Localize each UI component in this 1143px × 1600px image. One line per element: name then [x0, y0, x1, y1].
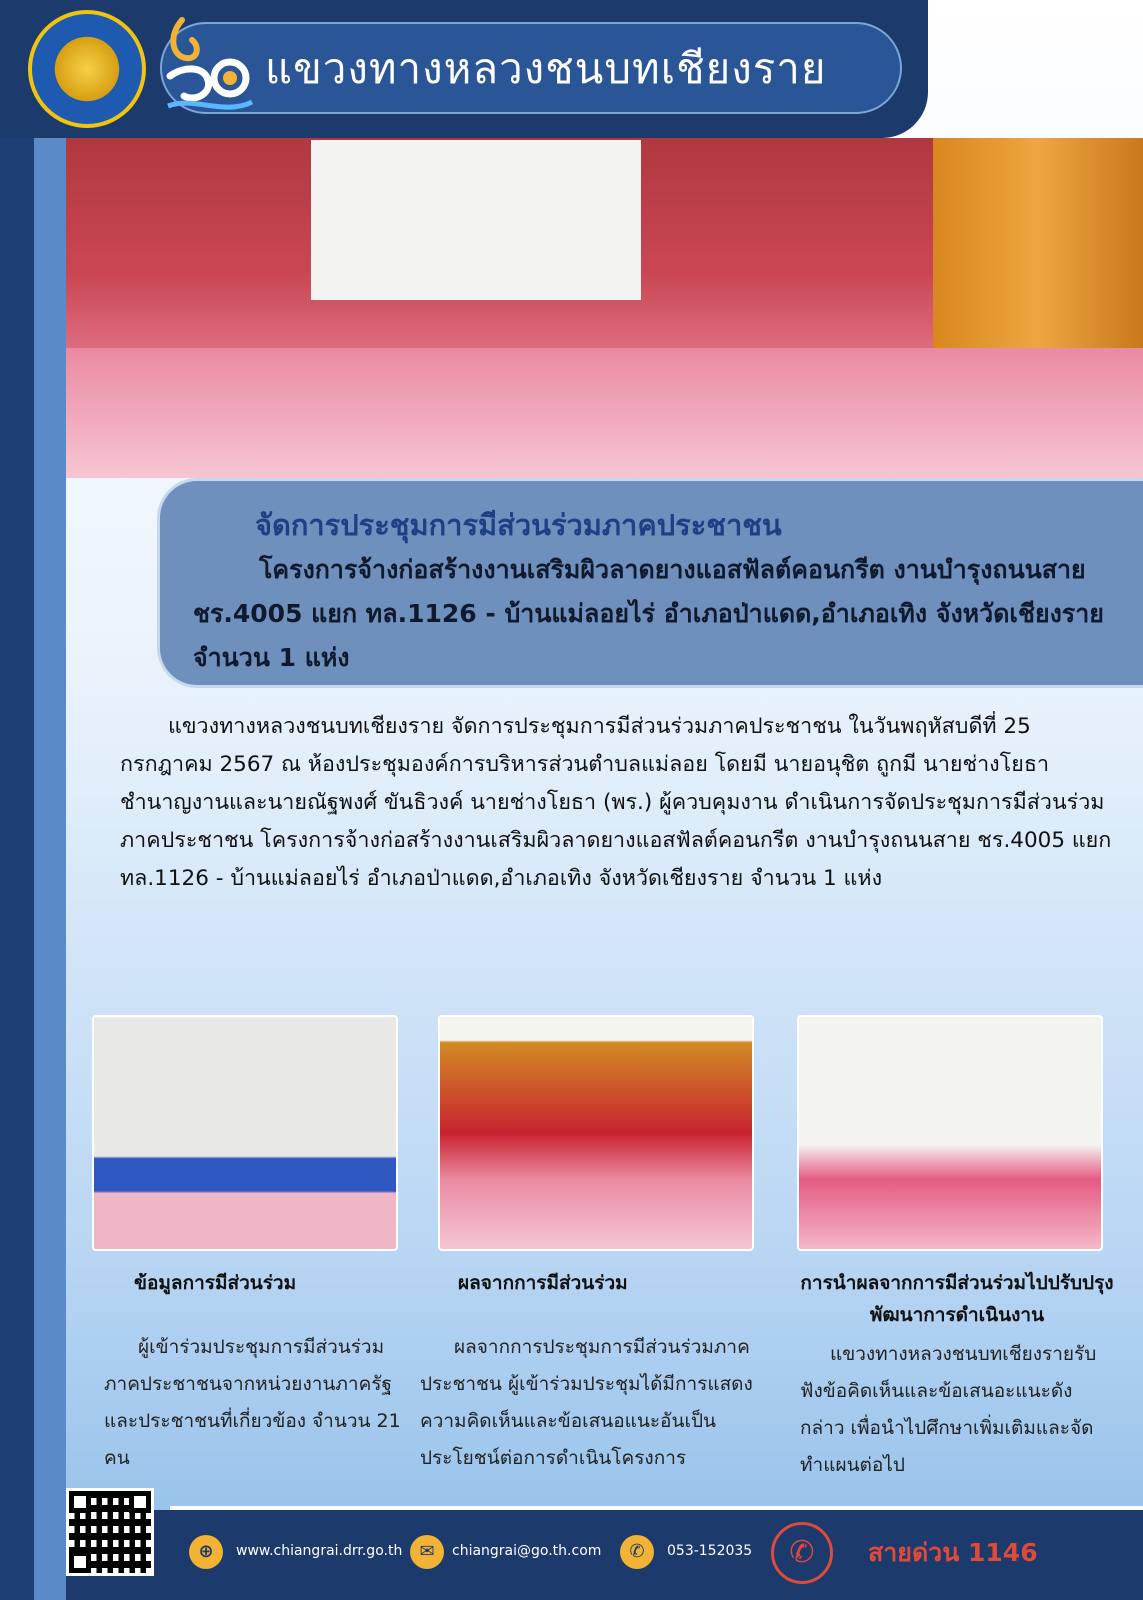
main-meeting-photo — [66, 138, 1143, 478]
qr-finder — [69, 1551, 91, 1573]
seal-emblem-icon — [46, 28, 128, 110]
body-paragraph: แขวงทางหลวงชนบทเชียงราย จัดการประชุมการมีส่วนร่วมภาคประชาชน ในวันพฤหัสบดีที่ 25 กรกฎาคม 2567 ณ ห้องประชุมองค์การบริหารส่วนตำบลแม่ลอย โดยมี นายอนุชิต ถูกมี นายช่างโยธาชำนาญงานและนายณัฐพงศ์ ขันธิวงค์ นายช่างโยธา (พร.) ผู้ควบคุมงาน ดำเนินการจัดประชุมการมีส่วนร่วมภาคประชาชน โครงการจ้างก่อสร้างงานเสริมผิวลาดยางแอสฟัลต์คอนกรีต งานบำรุงถนนสาย ชร.4005 แยก ทล.1126 - บ้านแม่ลอยไร่ อำเภอป่าแดด,อำเภอเทิง จังหวัดเชียงราย จำนวน 1 แห่ง — [120, 714, 1112, 891]
projector-screen — [311, 140, 641, 300]
photo-participation-info — [92, 1015, 398, 1251]
footer-email[interactable]: chiangrai@go.th.com — [452, 1543, 602, 1559]
photo-participation-result — [438, 1015, 754, 1251]
column-text-info: ผู้เข้าร่วมประชุมการมีส่วนร่วมภาคประชาชนจากหน่วยงานภาครัฐและประชาชนที่เกี่ยวข้อง จำนวน 21 คน — [104, 1336, 401, 1469]
hotline-phone-icon: ✆ — [771, 1522, 833, 1584]
headline-title: จัดการประชุมการมีส่วนร่วมภาคประชาชน — [255, 508, 782, 542]
footer-phone[interactable]: 053-152035 — [667, 1543, 753, 1559]
anniversary-70-logo — [164, 6, 254, 118]
column-text-improvement: แขวงทางหลวงชนบทเชียงรายรับฟังข้อคิดเห็นและข้อเสนอะแนะดังกล่าว เพื่อนำไปศึกษาเพิ่มเติมและจัดทำแผนต่อไป — [800, 1343, 1097, 1476]
left-stripe-light — [34, 0, 66, 1600]
phone-icon: ✆ — [620, 1535, 654, 1569]
column-heading-info: ข้อมูลการมีส่วนร่วม — [134, 1272, 297, 1294]
header-title: แขวงทางหลวงชนบทเชียงราย — [265, 44, 827, 93]
qr-finder — [129, 1491, 151, 1513]
footer-website[interactable]: www.chiangrai.drr.go.th — [236, 1543, 403, 1559]
mail-icon: ✉ — [410, 1535, 444, 1569]
column-heading-result: ผลจากการมีส่วนร่วม — [458, 1272, 628, 1294]
column-text-result: ผลจากการประชุมการมีส่วนร่วมภาคประชาชน ผู้เข้าร่วมประชุมได้มีการแสดงความคิดเห็นและข้อเสนอแนะอันเป็นประโยชน์ต่อการดำเนินโครงการ — [420, 1336, 753, 1469]
meeting-table — [66, 348, 1143, 478]
qr-code[interactable] — [66, 1488, 154, 1576]
qr-finder — [69, 1491, 91, 1513]
photo-participation-improvement — [797, 1015, 1103, 1251]
footer-hotline[interactable]: สายด่วน 1146 — [868, 1538, 1038, 1567]
left-stripe-dark — [0, 0, 34, 1600]
globe-icon: ⊕ — [189, 1535, 223, 1569]
column-heading-improvement: การนำผลจากการมีส่วนร่วมไปปรับปรุงพัฒนาการดำเนินงาน — [800, 1272, 1114, 1326]
drr-seal-logo — [28, 10, 146, 128]
headline-subtitle: โครงการจ้างก่อสร้างงานเสริมผิวลาดยางแอสฟัลต์คอนกรีต งานบำรุงถนนสาย ชร.4005 แยก ทล.1126 - บ้านแม่ลอยไร่ อำเภอป่าแดด,อำเภอเทิง จังหวัดเชียงราย จำนวน 1 แห่ง — [193, 555, 1104, 672]
